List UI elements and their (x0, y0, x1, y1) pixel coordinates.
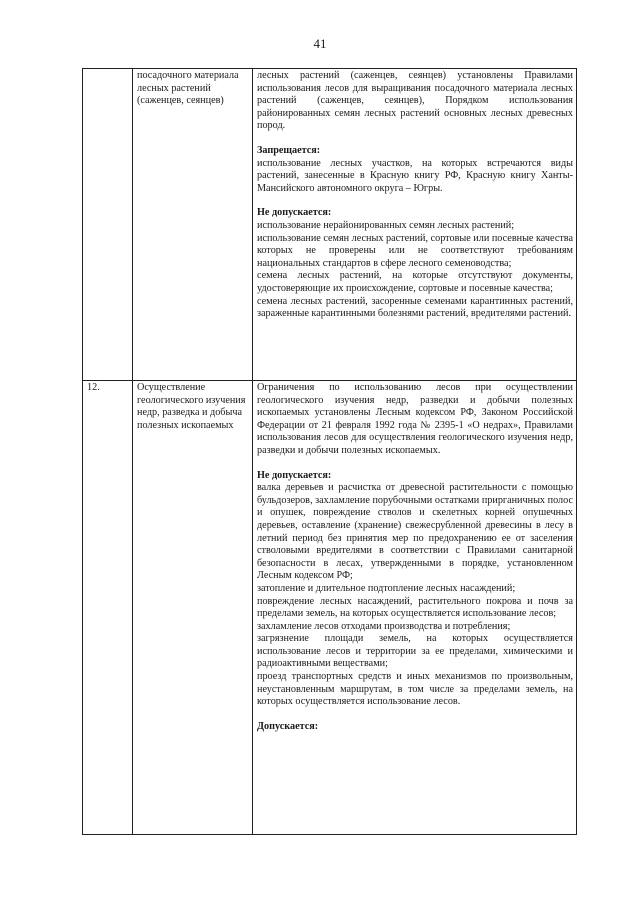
table-row (83, 69, 577, 381)
list-item: использование лесных участков, на которых встречаются виды растений, занесенные в Красную книгу РФ, Красную книгу Ханты-Мансийского автономного округа – Югры. (257, 157, 573, 194)
list-item: затопление и длительное подтопление лесных насаждений; (257, 582, 516, 594)
section-heading: Запрещается: (257, 144, 321, 156)
list-item: повреждение лесных насаждений, растительного покрова и почв за пределами земель, на которых осуществляется использование лесов; (257, 595, 573, 620)
list-item: загрязнение площади земель, на которых осуществляется использование лесов и территории за ее пределами, химическими и радиоактивными веществами; (257, 633, 573, 670)
row-number-cell: 12. (83, 381, 133, 835)
restrictions-cell (253, 381, 577, 835)
activity-name-cell: Осуществление геологического изучения недр, разведка и добыча полезных ископаемых (133, 381, 253, 835)
list-item: семена лесных растений, на которые отсутствуют документы, удостоверяющие их происхождение, сортовые и посевные качества; (257, 270, 573, 294)
list-item: валка деревьев и расчистка от древесной растительности с помощью бульдозеров, захламление порубочными остатками прирганичных полос и опушек, повреждение стволов и скелетных корней опушечных деревьев, оставление (хранение) свежесрубленной древесины в лесу в летний период без принятия мер по предохранению ее от заселения стволовыми вредителями в соответствии с Правилами санитарной безопасности в лесах, утвержденными в порядке, установленном Лесным кодексом РФ; (257, 482, 573, 582)
list-item: захламление лесов отходами производства и потребления; (257, 620, 511, 632)
list-item: использование нерайонированных семян лесных растений; (257, 219, 515, 231)
section-heading: Допускается: (257, 720, 319, 732)
restrictions-table (82, 68, 577, 835)
activity-name-cell: посадочного материала лесных растений (саженцев, сеянцев) (133, 69, 253, 381)
row-number-cell (83, 69, 133, 381)
intro-text: лесных растений (саженцев, сеянцев) установлены Правилами использования лесов для выращивания посадочного материала лесных растений (саженцев, сеянцев), Порядком использования районированных семян лесных растений основных лесных древесных пород. (257, 70, 573, 132)
intro-text: Ограничения по использованию лесов при осуществлении геологического изучения недр, разведки и добычи полезных ископаемых установлены Лесным кодексом РФ, Законом Российской Федерации от 21 февраля 1992 года № 2395-1 «О недрах», Правилами использования лесов для осуществления геологического изучения недр, разведки и добычи полезных ископаемых. (257, 382, 573, 456)
restrictions-cell (253, 69, 577, 381)
list-item: проезд транспортных средств и иных механизмов по произвольным, неустановленным маршрутам, в том числе за пределами земель, на которых осуществляется использование лесов. (257, 671, 573, 708)
section-heading: Не допускается: (257, 207, 332, 219)
list-item: использование семян лесных растений, сортовые или посевные качества которых не проверены или не соответствуют требованиям национальных стандартов в сфере лесного семеноводства; (257, 232, 573, 269)
page-number: 41 (313, 36, 327, 51)
list-item: семена лесных растений, засоренные семенами карантинных растений, зараженные карантинными болезнями растений, вредителями растений. (257, 295, 573, 320)
section-heading: Не допускается: (257, 469, 332, 481)
table-row (83, 381, 577, 835)
